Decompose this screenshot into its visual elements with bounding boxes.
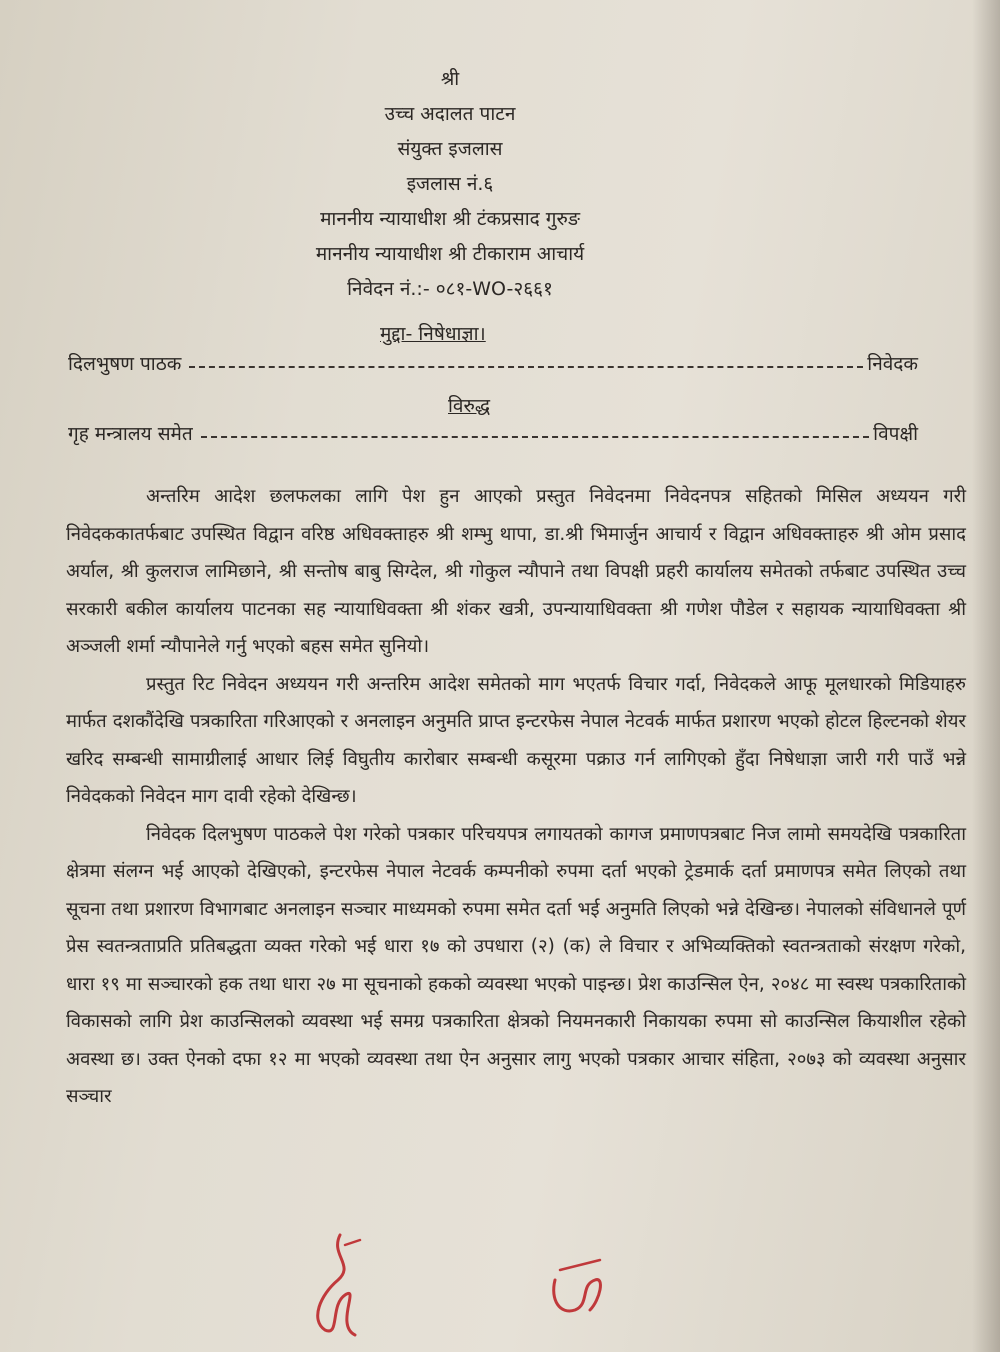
- respondent-row: [68, 414, 918, 446]
- petition-number: निवेदन नं.:- ०८१-WO-२६६१: [347, 278, 553, 300]
- header-salutation: श्री: [440, 68, 460, 90]
- petitioner-role: निवेदक: [867, 353, 918, 375]
- respondent-name: गृह मन्त्रालय समेत: [68, 423, 193, 445]
- dashed-leader: [201, 436, 869, 438]
- dashed-leader: [189, 366, 863, 368]
- respondent-role: विपक्षी: [873, 423, 918, 445]
- paragraph-hearing: अन्तरिम आदेश छलफलका लागि पेश हुन आएको प्रस्तुत निवेदनमा निवेदनपत्र सहितको मिसिल अध्ययन गरी निवेदककातर्फबाट उपस्थित विद्वान वरिष्ठ अधिवक्ताहरु श्री शम्भु थापा, डा.श्री भिमार्जुन आचार्य र विद्वान अधिवक्ताहरु श्री ओम प्रसाद अर्याल, श्री कुलराज लामिछाने, श्री सन्तोष बाबु सिग्देल, श्री गोकुल न्यौपाने तथा विपक्षी प्रहरी कार्यालय समेतको तर्फबाट उपस्थित उच्च सरकारी बकील कार्यालय पाटनका सह न्यायाधिवक्ता श्री शंकर खत्री, उपन्यायाधिवक्ता श्री गणेश पौडेल र सहायक न्यायाधिवक्ता श्री अञ्जली शर्मा न्यौपानेले गर्नु भएको बहस समेत सुनियो।: [66, 486, 966, 657]
- court-header: [0, 62, 900, 307]
- versus-label: विरुद्ध: [448, 395, 491, 417]
- petitioner-row: [68, 344, 918, 376]
- order-body: [66, 478, 966, 1116]
- court-name: उच्च अदालत पाटन: [384, 103, 516, 125]
- bench-type: संयुक्त इजलास: [397, 138, 503, 160]
- case-subject: मुद्दा- निषेधाज्ञा।: [380, 323, 486, 345]
- paragraph-analysis: निवेदक दिलभुषण पाठकले पेश गरेको पत्रकार परिचयपत्र लगायतको कागज प्रमाणपत्रबाट निज लामो समयदेखि पत्रकारिता क्षेत्रमा संलग्न भई आएको देखिएको, इन्टरफेस नेपाल नेटवर्क कम्पनीको रुपमा दर्ता भएको ट्रेडमार्क दर्ता प्रमाणपत्र समेत लिएको तथा सूचना तथा प्रशारण विभागबाट अनलाइन सञ्चार माध्यमको रुपमा समेत दर्ता भई अनुमति लिएको भन्ने देखिन्छ। नेपालको संविधानले पूर्ण प्रेस स्वतन्त्रताप्रति प्रतिबद्धता व्यक्त गरेको भई धारा १७ को उपधारा (२) (क) ले विचार र अभिव्यक्तिको स्वतन्त्रताको संरक्षण गरेको, धारा १९ मा सञ्चारको हक तथा धारा २७ मा सूचनाको हकको व्यवस्था भएको पाइन्छ। प्रेश काउन्सिल ऐन, २०४८ मा स्वस्थ पत्रकारिताको विकासको लागि प्रेश काउन्सिलको व्यवस्था भई समग्र पत्रकारिता क्षेत्रको नियमनकारी निकायका रुपमा सो काउन्सिल कियाशील रहेको अवस्था छ। उक्त ऐनको दफा १२ मा भएको व्यवस्था तथा ऐन अनुसार लागु भएको पत्रकार आचार संहिता, २०७३ को व्यवस्था अनुसार सञ्चार: [66, 823, 966, 1107]
- paragraph-petition-claim: प्रस्तुत रिट निवेदन अध्ययन गरी अन्तरिम आदेश समेतको माग भएतर्फ विचार गर्दा, निवेदकले आफू मूलधारको मिडियाहरु मार्फत दशकौंदेखि पत्रकारिता गरिआएको र अनलाइन अनुमति प्राप्त इन्टरफेस नेपाल नेटवर्क मार्फत प्रशारण भएको होटल हिल्टनको शेयर खरिद सम्बन्धी सामाग्रीलाई आधार लिई विघुतीय कारोबार सम्बन्धी कसूरमा पक्राउ गर्न लागिएको हुँदा निषेधाज्ञा जारी गरी पाउँ भन्ने निवेदकको निवेदन माग दावी रहेको देखिन्छ।: [66, 673, 966, 807]
- petitioner-name: दिलभुषण पाठक: [68, 353, 182, 375]
- judge-1: माननीय न्यायाधीश श्री टंकप्रसाद गुरुङ: [320, 208, 580, 230]
- judge-2: माननीय न्यायाधीश श्री टीकाराम आचार्य: [315, 243, 585, 265]
- page-edge-shadow: [972, 0, 1000, 1352]
- judge-signature-1: [300, 1225, 390, 1345]
- judge-signature-2: [540, 1240, 620, 1330]
- bench-number: इजलास नं.६: [406, 173, 494, 195]
